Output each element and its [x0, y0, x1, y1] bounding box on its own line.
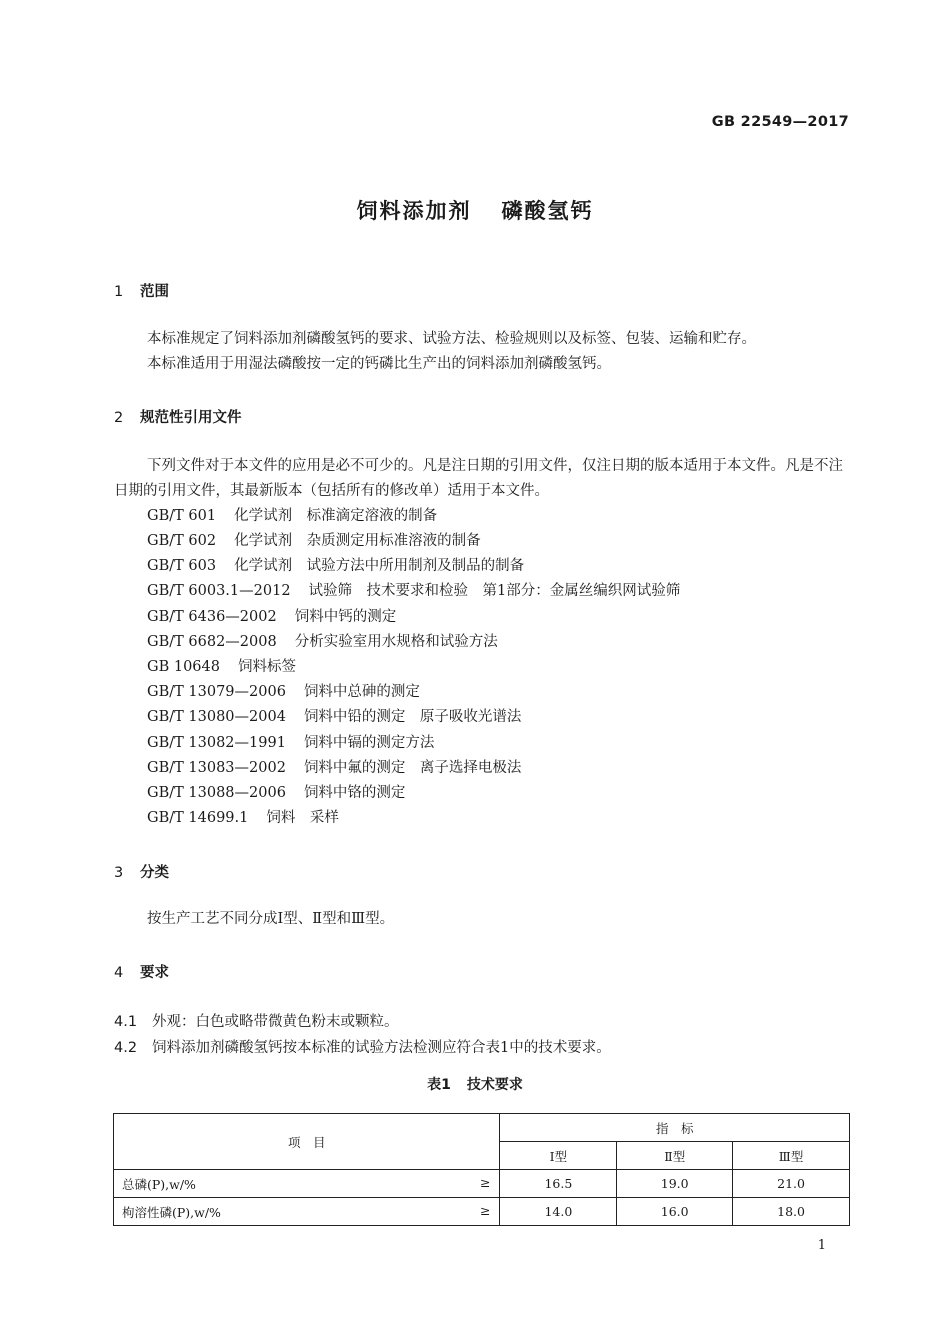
reference-title: 饲料中总砷的测定: [303, 684, 420, 700]
paragraph: 本标准适用于用湿法磷酸按一定的钙磷比生产出的饲料添加剂磷酸氢钙。: [147, 356, 611, 372]
reference-title: 分析实验室用水规格和试验方法: [294, 634, 498, 650]
reference-item: [147, 605, 396, 630]
reference-title: 饲料中氟的测定 离子选择电极法: [303, 760, 522, 776]
reference-item: [147, 504, 437, 529]
value-cell: 19.0: [617, 1170, 733, 1198]
paragraph: 本标准规定了饲料添加剂磷酸氢钙的要求、试验方法、检验规则以及标签、包装、运输和贮存。: [147, 331, 756, 347]
reference-item: [147, 529, 481, 554]
section-number: 2: [114, 410, 124, 426]
reference-title: 化学试剂 杂质测定用标准溶液的制备: [234, 533, 481, 549]
reference-title: 饲料标签: [237, 659, 296, 675]
reference-item: [147, 579, 680, 604]
header-item-cell: 项 目: [114, 1114, 500, 1170]
reference-title: 饲料中铬的测定: [303, 785, 406, 801]
document-title: [0, 195, 950, 225]
reference-code: GB/T 13080—2004: [147, 709, 286, 725]
reference-code: GB/T 603: [147, 558, 217, 574]
paragraph: 按生产工艺不同分成Ⅰ型、Ⅱ型和Ⅲ型。: [147, 911, 395, 927]
reference-item: [147, 630, 498, 655]
reference-code: GB 10648: [147, 659, 220, 675]
item-cell: [114, 1170, 500, 1198]
reference-code: GB/T 14699.1: [147, 810, 249, 826]
reference-code: GB/T 13079—2006: [147, 684, 286, 700]
reference-code: GB/T 601: [147, 508, 217, 524]
table-row: [114, 1198, 850, 1226]
reference-item: [147, 705, 521, 730]
reference-title: 化学试剂 试验方法中所用制剂及制品的制备: [234, 558, 525, 574]
reference-code: GB/T 6436—2002: [147, 609, 277, 625]
paragraph: 下列文件对于本文件的应用是必不可少的。凡是注日期的引用文件，仅注日期的版本适用于本文件。凡是不注日期的引用文件，其最新版本（包括所有的修改单）适用于本文件。: [114, 458, 843, 499]
value-cell: 14.0: [500, 1198, 617, 1226]
type-cell: Ⅲ型: [733, 1142, 850, 1170]
section-title: 分类: [140, 865, 169, 881]
section-title: 规范性引用文件: [140, 410, 242, 426]
table-row: [114, 1170, 850, 1198]
section-number: 1: [114, 284, 124, 300]
value-cell: 21.0: [733, 1170, 850, 1198]
clause-text: 外观：白色或略带微黄色粉末或颗粒。: [152, 1014, 399, 1030]
reference-code: GB/T 6003.1—2012: [147, 583, 291, 599]
section-1-heading: [114, 280, 169, 301]
operator: ≥: [479, 1175, 491, 1190]
reference-code: GB/T 602: [147, 533, 217, 549]
reference-code: GB/T 13082—1991: [147, 735, 286, 751]
reference-title: 化学试剂 标准滴定溶液的制备: [234, 508, 438, 524]
reference-item: [147, 554, 524, 579]
title-part-2: 磷酸氢钙: [501, 199, 594, 223]
reference-item: [147, 680, 420, 705]
standard-code: GB 22549—2017: [711, 114, 849, 130]
clause-number: 4.2: [114, 1040, 138, 1056]
operator: ≥: [479, 1203, 491, 1218]
reference-item: [147, 731, 434, 756]
reference-code: GB/T 13088—2006: [147, 785, 286, 801]
item-cell: [114, 1198, 500, 1226]
section-number: 4: [114, 965, 124, 981]
section-4-heading: [114, 961, 169, 982]
table-caption: [0, 1074, 950, 1094]
table-title: 技术要求: [466, 1077, 523, 1093]
page-number: 1: [817, 1238, 826, 1253]
reference-code: GB/T 6682—2008: [147, 634, 277, 650]
reference-title: 饲料中钙的测定: [294, 609, 397, 625]
spec-table: [113, 1113, 850, 1226]
clause: [114, 1010, 399, 1031]
section-title: 范围: [140, 284, 169, 300]
clause: [114, 1036, 611, 1057]
section-title: 要求: [140, 965, 169, 981]
reference-title: 饲料中铅的测定 原子吸收光谱法: [303, 709, 522, 725]
section-number: 3: [114, 865, 124, 881]
reference-title: 饲料中镉的测定方法: [303, 735, 435, 751]
table-number: 表1: [427, 1077, 451, 1093]
section-3-heading: [114, 861, 169, 882]
header-index-cell: 指 标: [500, 1114, 850, 1142]
reference-title: 饲料 采样: [266, 810, 339, 826]
section-2-heading: [114, 406, 242, 427]
item-label: 枸溶性磷(P),w/%: [122, 1204, 221, 1220]
reference-item: [147, 655, 296, 680]
type-cell: Ⅰ型: [500, 1142, 617, 1170]
item-label: 总磷(P),w/%: [122, 1176, 196, 1192]
reference-item: [147, 781, 405, 806]
reference-item: [147, 756, 521, 781]
reference-code: GB/T 13083—2002: [147, 760, 286, 776]
clause-number: 4.1: [114, 1014, 138, 1030]
clause-text: 饲料添加剂磷酸氢钙按本标准的试验方法检测应符合表1中的技术要求。: [152, 1040, 611, 1056]
title-part-1: 饲料添加剂: [356, 199, 472, 223]
type-cell: Ⅱ型: [617, 1142, 733, 1170]
value-cell: 16.0: [617, 1198, 733, 1226]
value-cell: 16.5: [500, 1170, 617, 1198]
reference-title: 试验筛 技术要求和检验 第1部分：金属丝编织网试验筛: [308, 583, 681, 599]
reference-item: [147, 806, 339, 831]
value-cell: 18.0: [733, 1198, 850, 1226]
table-header-row: [114, 1114, 850, 1142]
